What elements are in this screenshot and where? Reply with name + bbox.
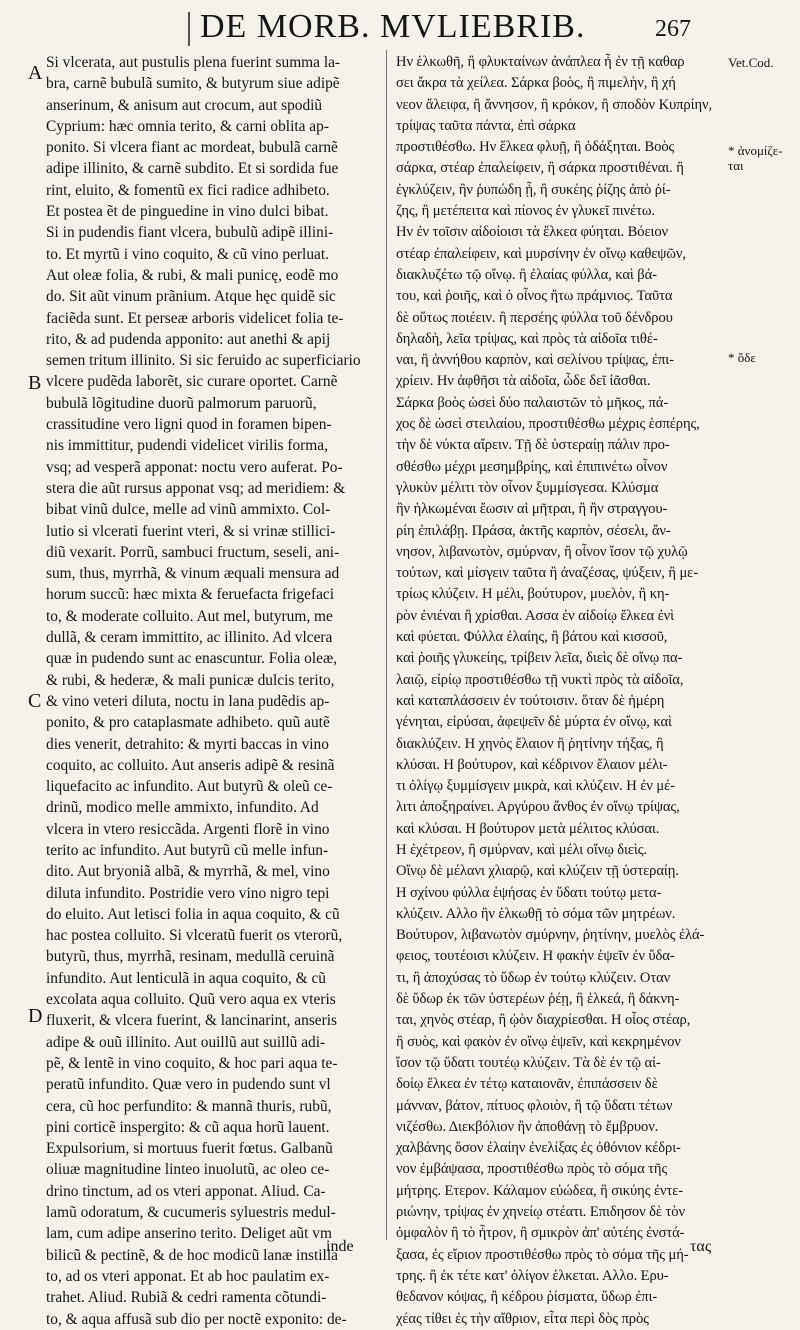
text-line: vlcera in vtero resiccãda. Argenti florẽ in vino: [46, 820, 330, 838]
text-line: liquefacito ac infundito. Aut butyrũ & oleũ ce-: [46, 778, 333, 796]
text-line: & vino veteri diluta, noctu in lana pudẽdis ap-: [46, 692, 330, 710]
text-line: rint, eluito, & fomentũ ex fici radice adhibeto.: [46, 181, 330, 199]
text-line: ἴσον τῷ ὕδατι τουτέῳ κλύζειν. Τὰ δὲ ἐν τῷ αἰ-: [396, 1054, 661, 1071]
text-line: adipe & ouũ illinito. Aut ouillũ aut suillũ adi-: [46, 1033, 326, 1051]
text-line: λιτι ἀποξηραίνει. Αργύρου ἄνθος ἐν οἴνῳ τρίψας,: [396, 799, 680, 816]
text-line: Et postea ẽt de pinguedine in vino dulci bibat.: [46, 203, 329, 221]
text-line: hac postea colluito. Si vlceratũ fuerit os vterorũ,: [46, 927, 343, 945]
text-line: excolata aqua colluito. Quũ vero aqua ex vteris: [46, 991, 336, 1009]
text-line: bilicũ & pectinẽ, & de hoc modicũ lanæ instilla: [46, 1246, 338, 1264]
text-line: γένηται, εἰρύσαι, ἀφεψεῖν δὲ μύρτα ἐν οἴνῳ, καὶ: [396, 714, 672, 731]
text-line: Ην ἑλκωθῆ, ἢ φλυκταίνων ἀνάπλεα ἦ ἐν τῇ καθαρ: [396, 54, 685, 70]
text-line: ponito, & pro cataplasmate adhibeto. quũ autẽ: [46, 714, 330, 732]
text-line: lam, cum adipe anserino terito. Deliget aũt vm: [46, 1225, 332, 1243]
text-line: peratũ infundito. Quæ vero in pudendo sunt vl: [46, 1076, 331, 1094]
text-line: νον ἐμβάψασα, προστιθέσθω πρὸς τὸ σόμα τῆς: [396, 1161, 668, 1178]
text-line: fluxerit, & vlcera fuerint, & lancinarint, anseris: [46, 1012, 338, 1030]
text-line: καὶ καταπλάσσειν ἐν τούτοισιν. ὅταν δὲ ἡμέρη: [396, 692, 665, 709]
text-line: χαλβάνης ὅσον ἐλαίην ἐνελίξας ἐς ὀθόνιον κέδρι-: [396, 1140, 681, 1157]
text-line: to, & moderate colluito. Aut mel, butyrum, me: [46, 607, 333, 625]
text-line: καὶ κλύσαι. Η βούτυρον μετὰ μέλιτος κλύσαι.: [396, 820, 660, 837]
text-line: trahet. Aliud. Rubiã & cedri ramenta cõtundi-: [46, 1289, 327, 1307]
text-line: διακλυζέτω τῷ οἴνῳ. ἢ ἐλαίας φύλλα, καὶ βά-: [396, 266, 657, 283]
left-catchword: inde: [326, 1238, 354, 1255]
text-line: drino tinctum, ad os vteri apponat. Aliud. Ca-: [46, 1182, 326, 1200]
page-number: 267: [655, 16, 691, 42]
text-line: Si in pudendis fiant vlcera, bubulũ adipẽ illini-: [46, 224, 334, 242]
text-line: Expulsorium, si mortuus fuerit fœtus. Galbanũ: [46, 1140, 333, 1158]
text-line: δηλαδὴ, λεῖα τρίψας, καὶ πρὸς τὰ αἰδοῖα τιθέ-: [396, 330, 658, 347]
text-line: ται, χηνὸς στέαρ, ἢ ᾠὸν διαχρίεσθαι. Η οἷος στέαρ,: [396, 1012, 691, 1029]
text-line: stera die aũt rursus apponat vsq; ad meridiem: &: [46, 479, 346, 497]
text-line: τὴν δὲ νύκτα αἴρειν. Τῇ δὲ ὑστεραίῃ πάλιν προ-: [396, 437, 670, 454]
text-line: bubulã lõgitudine duorũ palmorum paruorũ,: [46, 394, 317, 412]
column-divider: [386, 50, 387, 1240]
text-line: Η ἐχέτρεον, ἢ σμύρναν, καὶ μέλι οἴνῳ διεὶς.: [396, 841, 647, 858]
text-line: horum succũ: hæc mixta & feruefacta frigefaci: [46, 586, 335, 604]
text-line: faciẽda sunt. Et perseæ arboris videlicet folia te-: [46, 309, 344, 327]
text-line: crassitudine vero ligni quod in foramen bipen-: [46, 416, 332, 434]
text-line: Cyprium: hæc omnia terito, & carni oblita ap-: [46, 117, 329, 135]
text-line: χος δὲ ὡσεὶ στειλαίου, προστιθέσθω μέχρις ἑσπέρης,: [396, 416, 700, 433]
text-line: do. Sit aũt vinum prãnium. Atque hęc quidẽ sic: [46, 288, 336, 306]
text-line: στέαρ ἐπαλείφειν, καὶ μυρσίνην ἐν οἴνῳ καθεψῶν,: [396, 245, 686, 262]
header-rule: [188, 12, 190, 46]
margin-note-asterisk: * ὅδε: [728, 350, 756, 365]
text-line: του, καὶ ῥοιῆς, καὶ ὁ οἶνος ἤτω πράμνιος. Ταῦτα: [396, 288, 673, 305]
text-line: oliuæ magnitudine linteo inuolutũ, ac oleo ce-: [46, 1161, 330, 1179]
text-line: ναι, ἢ ἀννήθου καρπὸν, καὶ σελίνου τρίψας, ἐπι-: [396, 352, 674, 369]
text-line: καὶ φύεται. Φύλλα ἐλαίης, ἢ βάτου καὶ κισσοῦ,: [396, 629, 668, 646]
text-line: lutio si vlcerati fuerint vteri, & si vrinæ stillici-: [46, 522, 336, 540]
text-line: τι, ἢ ἀποχύσας τὸ ὕδωρ ἐν τούτῳ κλύζειν. Οταν: [396, 969, 671, 986]
text-line: diũ vexarit. Porrũ, sambuci fructum, seseli, ani-: [46, 543, 340, 561]
text-line: Οἴνῳ δὲ μέλανι χλιαρῷ, καὶ κλύζειν τῇ ὑστεραίῃ.: [396, 863, 679, 880]
running-title: DE MORB. MVLIEBRIB.: [200, 8, 586, 45]
text-line: τρίως κλύζειν. Η μέλι, βούτυρον, μυελὸν, ἢ κη-: [396, 586, 670, 603]
text-line: ἢ συὸς, καὶ φακὸν ἐν οἴνῳ ἑψεῖν, καὶ κεκρημένον: [396, 1033, 681, 1050]
text-line: ἢν ἡλκωμέναι ἔωσιν αἱ μῆτραι, ἢ ἢν στραγγου-: [396, 501, 668, 518]
section-letter-c: C: [28, 690, 42, 712]
section-letter-b: B: [28, 372, 42, 394]
text-line: infundito. Aut lenticulã in aqua coquito, & cũ: [46, 969, 326, 987]
text-line: butyrũ, thus, myrrhã, resinam, medullã ceruinã: [46, 948, 335, 966]
text-line: adipe illinito, & carnẽ subdito. Et si sordida fue: [46, 160, 339, 178]
text-line: νεον ἄλειφα, ἢ ἄννησον, ἢ κρόκον, ἢ σποδὸν Κυπρίην,: [396, 96, 713, 113]
text-line: coquito, ac colluito. Aut anseris adipẽ & resinã: [46, 756, 335, 774]
text-line: νησον, λιβανωτὸν, σμύρναν, ἢ οἶνον ἴσον τῷ χυλῷ: [396, 543, 688, 560]
text-line: quæ in pudendo sunt ac enascuntur. Folia oleæ,: [46, 650, 338, 668]
text-line: τρίψας ταῦτα πάντα, ἐπὶ σάρκα: [396, 117, 576, 134]
text-line: & rubi, & hederæ, & mali punicæ dulcis terito,: [46, 671, 335, 689]
text-line: lamũ odoratum, & cucumeris syluestris medul-: [46, 1204, 336, 1222]
text-line: sum, thus, myrrhã, & vinum æquali mensura ad: [46, 565, 340, 583]
text-line: to. Et myrtũ i vino coquito, & cũ vino perluat.: [46, 245, 329, 263]
text-line: δὲ οὕτως ποιέειν. ἢ περσέης φύλλα τοῦ δένδρου: [396, 309, 673, 326]
text-line: Ην ἐν τοῖσιν αἰδοίοισι τὰ ἕλκεα φύηται. Βόειον: [396, 224, 669, 241]
text-line: ρίη ἐπιλάβῃ. Πράσα, ἀκτῆς καρπὸν, σέσελι, ἄν-: [396, 522, 671, 539]
text-line: terito ac infundito. Aut butyrũ cũ melle infun-: [46, 841, 329, 859]
text-line: Si vlcerata, aut pustulis plena fuerint summa la-: [46, 54, 341, 71]
text-line: τι ὀλίγῳ ξυμμίσγειν μικρὰ, καὶ κλύζειν. Η ἐν μέ-: [396, 778, 675, 795]
text-line: ξασα, ἐς εἴριον προστιθέσθω πρὸς τὸ σόμα τῆς μή-: [396, 1246, 689, 1263]
text-line: γλυκὺν μέλιτι τὸν οἶνον ξυμμίσγεσα. Κλύσμα: [396, 479, 659, 496]
text-line: κλύσαι. Η βούτυρον, καὶ κέδρινον ἔλαιον μέλι-: [396, 756, 668, 773]
text-line: nis immittitur, pudendi videlicet virilis forma,: [46, 437, 328, 455]
text-line: Aut oleæ folia, & rubi, & mali punicę, eodẽ mo: [46, 266, 339, 284]
text-line: rito, & ad pudenda apponito: aut anethi & apij: [46, 330, 331, 348]
text-line: Η σχίνου φύλλα ἑψήσας ἐν ὕδατι τούτῳ μετα-: [396, 884, 662, 901]
margin-note-vet-cod: Vet.Cod.: [728, 55, 774, 70]
margin-note-greek: * ἀνομίζε-: [728, 143, 783, 158]
text-line: drinũ, modico melle ammixto, infundito. Ad: [46, 799, 319, 817]
text-line: bra, carnẽ bubulã sumito, & butyrum siue adipẽ: [46, 75, 340, 93]
text-line: θεδανον κόψας, ἢ κέδρου ῥίσματα, ὕδωρ ἐπι-: [396, 1289, 658, 1306]
text-line: bibat vinũ dulce, melle ad vinũ ammixto. Col-: [46, 501, 331, 519]
text-line: διακλύζειν. Η χηνὸς ἔλαιον ἢ ῥητίνην τήξας, ἢ: [396, 735, 664, 752]
text-line: καὶ ῥοιῆς γλυκείης, τρίβειν λεῖα, διεὶς δὲ οἴνῳ πα-: [396, 650, 683, 667]
text-line: νιζέσθω. Διεκβόλιον ἢν ἀποθάνῃ τὸ ἔμβρυον.: [396, 1118, 659, 1135]
text-line: λαιῷ, εἰρίῳ προστιθέσθω τῇ νυκτὶ πρὸς τὰ αἰδοῖα,: [396, 671, 684, 688]
text-line: σθέσθω μέχρι μεσημβρίης, καὶ ἐπιπινέτω οἶνον: [396, 458, 668, 475]
text-line: Βούτυρον, λιβανωτὸν σμύρνην, ῥητίνην, μυελὸς ἐλά-: [396, 927, 705, 944]
text-line: ριώνην, τρίψας ἐν χηνείῳ στέατι. Επιδησον δὲ τὸν: [396, 1204, 685, 1221]
text-line: vsq; ad vesperã apponat: noctu vero auferat. Po-: [46, 458, 343, 476]
text-line: ponito. Si vlcera fiant ac mordeat, bubulã carnẽ: [46, 139, 338, 157]
text-line: χέας τίθει ἐς τὴν αἴθριον, εἶτα περὶ δὸς πρὸς: [396, 1310, 649, 1327]
text-line: χρίειν. Ην ἀφθῆσι τὰ αἰδοῖα, ὧδε δεῖ ἰᾶσθαι.: [396, 373, 651, 390]
text-line: δὲ ὕδωρ ἐκ τῶν ὑστερέων ῥέῃ, ἢ ἑλκεά, ἢ δάκνη-: [396, 991, 680, 1008]
text-line: τούτων, καὶ μίσγειν ταῦτα ἢ ἀναζέσας, ψύξειν, ἢ με-: [396, 565, 698, 582]
text-line: Σάρκα βοὸς ὡσεὶ δύο παλαιστῶν τὸ μῆκος, πά-: [396, 394, 669, 411]
text-line: ἐγκλύζειν, ἢν ῥυπώδη ᾖ, ἢ συκέης ῥίζης ἀπὸ ῥί-: [396, 181, 671, 198]
text-line: dies venerit, detrahito: & myrti baccas in vino: [46, 735, 329, 753]
text-line: pẽ, & lentẽ in vino coquito, & hoc pari aqua te-: [46, 1054, 338, 1072]
text-line: dullã, & ceram immittito, ac illinito. Ad vlcera: [46, 629, 333, 647]
text-line: do eluito. Aut letisci folia in aqua coquito, & cũ: [46, 905, 340, 923]
text-line: σει ἄκρα τὰ χείλεα. Σάρκα βοὸς, ἢ πιμελὴν, ἢ χή: [396, 75, 676, 92]
text-line: semen tritum illinito. Si sic feruido ac superficiario: [46, 352, 361, 370]
right-catchword: τας: [690, 1238, 712, 1255]
text-line: anserinum, & anisum aut crocum, aut spodiũ: [46, 96, 323, 114]
text-line: ζης, ἢ μετέπειτα καὶ πίονος ἐν γλυκεῖ πινέτω.: [396, 203, 655, 220]
text-line: to, ad os vteri apponat. Et ab hoc paulatim ex-: [46, 1267, 330, 1285]
text-line: μήτρης. Ετερον. Κάλαμον εὐώδεα, ἢ σικύης ἐντε-: [396, 1182, 684, 1199]
text-line: diluta infundito. Postridie vero vino nigro tepi: [46, 884, 330, 902]
text-line: σάρκα, στέαρ ἐπαλείφειν, ἢ σάρκα προστιθέναι. ἢ: [396, 160, 684, 177]
text-line: τρης. ἢ ἐκ τέτε κατ' ὀλίγον ἑλκεται. Αλλο. Ερυ-: [396, 1267, 669, 1284]
text-line: vlcere pudẽda laborẽt, sic curare oportet. Carnẽ: [46, 373, 338, 391]
text-line: προστιθέσθω. Ην ἕλκεα φλυῇ, ἢ ὀδάξηται. Βοὸς: [396, 139, 675, 156]
text-line: δοίῳ ἕλκεα ἐν τέτῳ καταιονᾶν, ἐπιπάσσειν δὲ: [396, 1076, 658, 1093]
text-line: φειος, τουτέοισι κλύζειν. Η φακὴν ἑψεῖν ἐν ὕδα-: [396, 948, 675, 965]
page-header: [0, 8, 800, 48]
section-letter-d: D: [28, 1005, 43, 1027]
text-line: dito. Aut bryoniã albã, & myrrhã, & mel, vino: [46, 863, 330, 881]
text-line: κλύζειν. Αλλο ἢν ἑλκωθῇ τὸ σόμα τῶν μητρέων.: [396, 905, 676, 922]
text-line: ὀμφαλὸν ἢ τὸ ἦτρον, ἢ σμικρὸν ἀπ' αὐτέης ἐνστά-: [396, 1225, 685, 1242]
margin-note-greek-2: ται: [728, 158, 744, 173]
text-line: μάνναν, βάτον, πίτυος φλοιὸν, ἢ τῷ ὕδατι τέτων: [396, 1097, 673, 1114]
text-line: to, & aqua affusã sub dio per noctẽ exponito: de-: [46, 1310, 347, 1328]
text-line: ρὸν ἐνιέναι ἢ χρίσθαι. Ασσα ἐν αἰδοίῳ ἕλκεα ἐνὶ: [396, 607, 674, 624]
section-letter-a: A: [28, 62, 43, 84]
text-line: pini corticẽ inspergito: & cũ aqua horũ lauent.: [46, 1118, 330, 1136]
text-line: cera, cũ hoc perfundito: & mannã thuris, rubũ,: [46, 1097, 332, 1115]
